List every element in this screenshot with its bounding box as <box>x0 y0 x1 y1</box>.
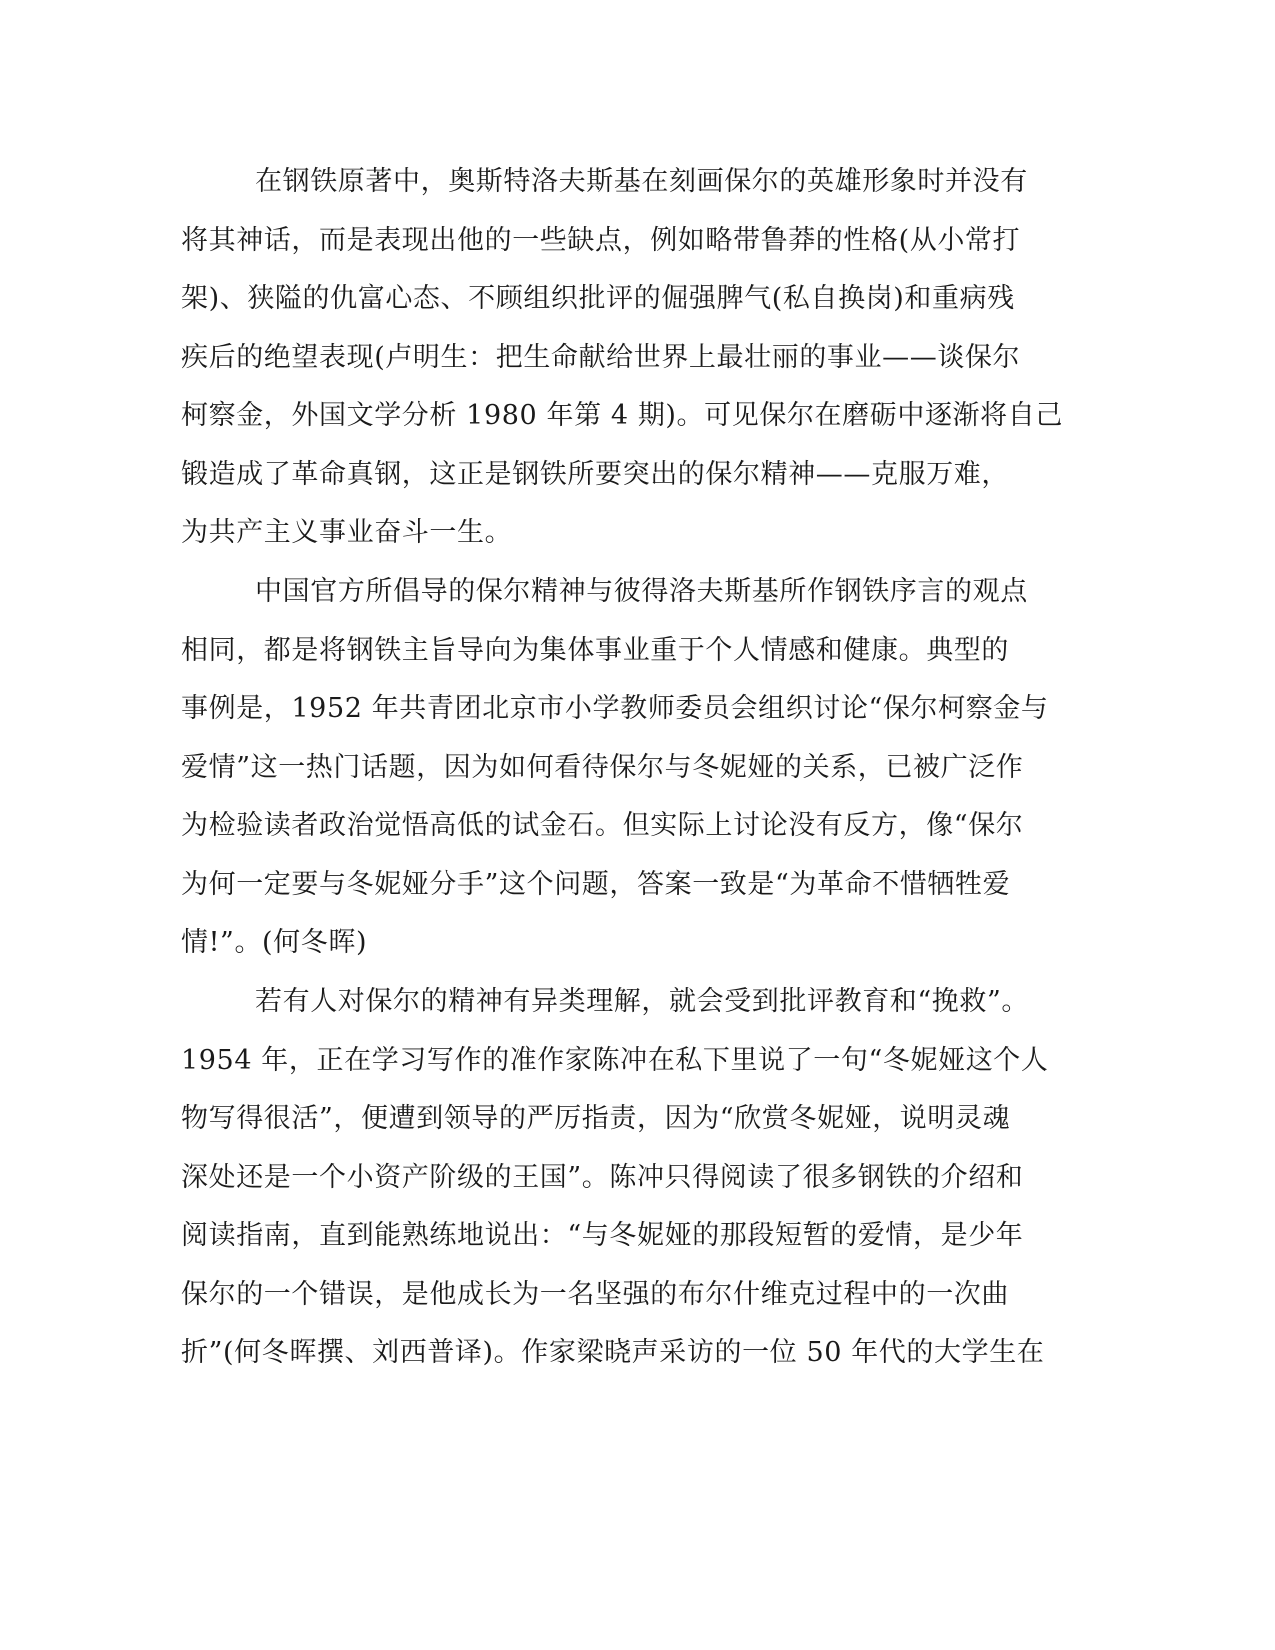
text-line: 疾后的绝望表现(卢明生：把生命献给世界上最壮丽的事业——谈保尔 <box>181 342 1021 373</box>
text-line: 架)、狭隘的仇富心态、不顾组织批评的倔强脾气(私自换岗)和重病残 <box>181 283 1015 314</box>
text-line: 为何一定要与冬妮娅分手”这个问题，答案一致是“为革命不惜牺牲爱 <box>181 869 1011 900</box>
text-line: 在钢铁原著中，奥斯特洛夫斯基在刻画保尔的英雄形象时并没有 <box>255 166 1028 197</box>
text-line: 若有人对保尔的精神有异类理解，就会受到批评教育和“挽救”。 <box>255 986 1030 1017</box>
text-line: 折”(何冬晖撰、刘西普译)。作家梁晓声采访的一位 50 年代的大学生在 <box>181 1337 1045 1368</box>
text-line: 锻造成了革命真钢，这正是钢铁所要突出的保尔精神——克服万难， <box>181 459 1009 490</box>
text-line: 阅读指南，直到能熟练地说出：“与冬妮娅的那段短暂的爱情，是少年 <box>181 1220 1024 1251</box>
text-line: 为检验读者政治觉悟高低的试金石。但实际上讨论没有反方，像“保尔 <box>181 810 1024 841</box>
text-line: 保尔的一个错误，是他成长为一名坚强的布尔什维克过程中的一次曲 <box>181 1279 1009 1310</box>
text-line: 中国官方所倡导的保尔精神与彼得洛夫斯基所作钢铁序言的观点 <box>255 576 1028 607</box>
text-line: 1954 年，正在学习写作的准作家陈冲在私下里说了一句“冬妮娅这个人 <box>181 1045 1049 1076</box>
text-line: 情!”。(何冬晖) <box>181 927 368 958</box>
text-line: 深处还是一个小资产阶级的王国”。陈冲只得阅读了很多钢铁的介绍和 <box>181 1162 1024 1193</box>
text-line: 相同，都是将钢铁主旨导向为集体事业重于个人情感和健康。典型的 <box>181 635 1009 666</box>
text-line: 物写得很活”，便遭到领导的严厉指责，因为“欣赏冬妮娅，说明灵魂 <box>181 1103 1011 1134</box>
text-line: 柯察金，外国文学分析 1980 年第 4 期)。可见保尔在磨砺中逐渐将自己 <box>181 400 1063 431</box>
text-line: 将其神话，而是表现出他的一些缺点，例如略带鲁莽的性格(从小常打 <box>181 225 1021 256</box>
text-line: 爱情”这一热门话题，因为如何看待保尔与冬妮娅的关系，已被广泛作 <box>181 752 1024 783</box>
text-line: 事例是，1952 年共青团北京市小学教师委员会组织讨论“保尔柯察金与 <box>181 693 1049 724</box>
text-line: 为共产主义事业奋斗一生。 <box>181 517 513 548</box>
